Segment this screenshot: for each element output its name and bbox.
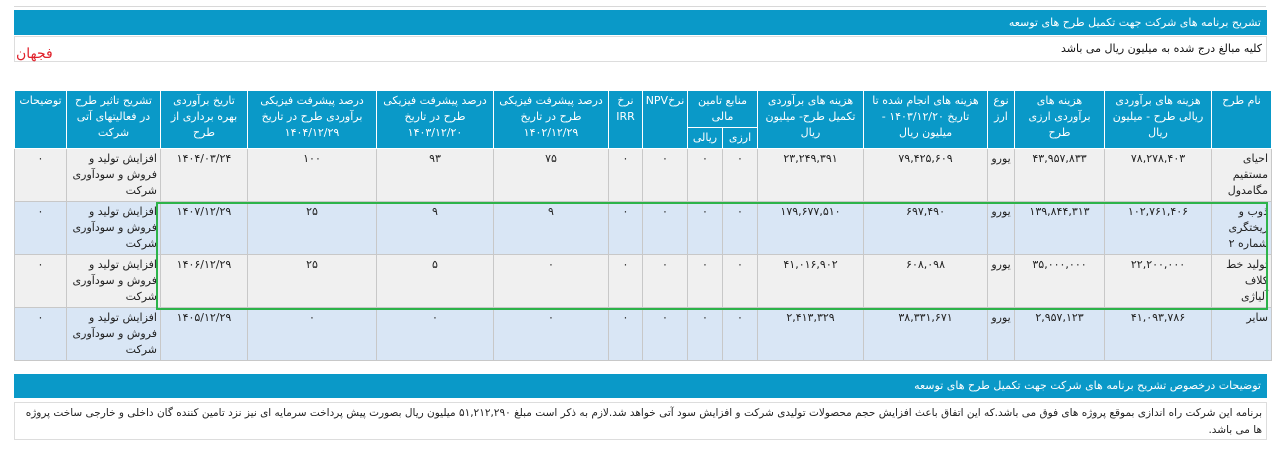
header-effect: تشریح تاثیر طرح در فعالیتهای آتی شرکت (67, 91, 161, 149)
cell-spent: ۶۹۷,۴۹۰ (864, 202, 988, 255)
header-remarks: توضیحات (15, 91, 67, 149)
cell-name: ذوب و ریختگری شماره ۲ (1212, 202, 1272, 255)
cell-spent: ۶۰۸,۰۹۸ (864, 255, 988, 308)
cell-rial-cost: ۲۲,۲۰۰,۰۰۰ (1105, 255, 1212, 308)
cell-name: احیای مستقیم مگامدول (1212, 149, 1272, 202)
cell-irr: ۰ (609, 308, 643, 361)
cell-irr: ۰ (609, 149, 643, 202)
cell-irr: ۰ (609, 255, 643, 308)
cell-effect: افزایش تولید و فروش و سودآوری شرکت (67, 149, 161, 202)
cell-operation-date: ۱۴۰۷/۱۲/۲۹ (161, 202, 248, 255)
header-progress-1404: درصد پیشرفت فیزیکی برآوردی طرح در تاریخ ۱۴۰۴/۱۲/۲۹ (248, 91, 377, 149)
header-spent: هزینه های انجام شده تا تاریخ ۱۴۰۳/۱۲/۲۰ - میلیون ریال (864, 91, 988, 149)
cell-fx-cost: ۳۵,۰۰۰,۰۰۰ (1015, 255, 1105, 308)
header-funding: منابع تامین مالی (688, 91, 758, 128)
cell-fx-cost: ۱۳۹,۸۴۴,۳۱۳ (1015, 202, 1105, 255)
cell-npv: ۰ (643, 308, 688, 361)
description-text: برنامه این شرکت راه اندازی بموقع پروژه های فوق می باشد.که این اتفاق باعث افزایش حجم محصولات تولیدی شرکت و افزایش سود آتی خواهد شد.لازم به ذکر است مبلغ ۵۱,۲۱۲,۲۹۰ میلیون ریال بصورت پیش پرداخت سرمایه ای نیز نزد تامین کننده گان داخلی و خارجی ساخت پروژه ها می باشد. (14, 402, 1267, 440)
cell-operation-date: ۱۴۰۶/۱۲/۲۹ (161, 255, 248, 308)
cell-progress-1402: ۰ (494, 255, 609, 308)
cell-progress-1402: ۰ (494, 308, 609, 361)
cell-npv: ۰ (643, 202, 688, 255)
cell-progress-1404: ۲۵ (248, 202, 377, 255)
cell-funding-fx: ۰ (723, 149, 758, 202)
cell-rial-cost: ۷۸,۲۷۸,۴۰۳ (1105, 149, 1212, 202)
cell-remarks: ۰ (15, 255, 67, 308)
cell-progress-1403: ۰ (377, 308, 494, 361)
table-row (15, 149, 1272, 202)
header-name: نام طرح (1212, 91, 1272, 149)
cell-remarks: ۰ (15, 149, 67, 202)
development-plans-table (14, 90, 1272, 361)
cell-remaining: ۲,۴۱۳,۳۲۹ (758, 308, 864, 361)
cell-fx-cost: ۴۳,۹۵۷,۸۳۳ (1015, 149, 1105, 202)
cell-funding-fx: ۰ (723, 255, 758, 308)
cell-effect: افزایش تولید و فروش و سودآوری شرکت (67, 202, 161, 255)
cell-progress-1404: ۰ (248, 308, 377, 361)
cell-currency: یورو (988, 255, 1015, 308)
cell-funding-rial: ۰ (688, 149, 723, 202)
cell-funding-fx: ۰ (723, 202, 758, 255)
cell-currency: یورو (988, 308, 1015, 361)
cell-remarks: ۰ (15, 202, 67, 255)
header-operation-date: تاریخ برآوردی بهره برداری از طرح (161, 91, 248, 149)
cell-remaining: ۲۳,۲۴۹,۳۹۱ (758, 149, 864, 202)
cell-fx-cost: ۲,۹۵۷,۱۲۳ (1015, 308, 1105, 361)
cell-currency: یورو (988, 202, 1015, 255)
table-row (15, 202, 1272, 255)
cell-npv: ۰ (643, 255, 688, 308)
cell-progress-1403: ۹۳ (377, 149, 494, 202)
header-funding-rial: ریالی (688, 128, 723, 149)
table-row (15, 255, 1272, 308)
cell-progress-1403: ۹ (377, 202, 494, 255)
cell-spent: ۳۸,۳۳۱,۶۷۱ (864, 308, 988, 361)
header-fx-cost: هزینه های برآوردی ارزی طرح (1015, 91, 1105, 149)
header-rial-cost: هزینه های برآوردی ریالی طرح - میلیون ریال (1105, 91, 1212, 149)
cell-operation-date: ۱۴۰۴/۰۳/۲۴ (161, 149, 248, 202)
header-funding-fx: ارزی (723, 128, 758, 149)
cell-progress-1403: ۵ (377, 255, 494, 308)
top-divider (14, 0, 1266, 7)
cell-irr: ۰ (609, 202, 643, 255)
cell-rial-cost: ۱۰۲,۷۶۱,۴۰۶ (1105, 202, 1212, 255)
cell-name: تولید خط کلاف آلیاژی (1212, 255, 1272, 308)
cell-rial-cost: ۴۱,۰۹۳,۷۸۶ (1105, 308, 1212, 361)
cell-funding-rial: ۰ (688, 255, 723, 308)
company-logo: فجهان (16, 46, 53, 62)
cell-operation-date: ۱۴۰۵/۱۲/۲۹ (161, 308, 248, 361)
header-irr: نرخ IRR (609, 91, 643, 149)
cell-funding-fx: ۰ (723, 308, 758, 361)
cell-progress-1404: ۲۵ (248, 255, 377, 308)
cell-remaining: ۱۷۹,۶۷۷,۵۱۰ (758, 202, 864, 255)
amount-unit-note: کلیه مبالغ درج شده به میلیون ریال می باشد (14, 36, 1267, 62)
cell-npv: ۰ (643, 149, 688, 202)
cell-effect: افزایش تولید و فروش و سودآوری شرکت (67, 308, 161, 361)
cell-remaining: ۴۱,۰۱۶,۹۰۲ (758, 255, 864, 308)
header-npv: نرخNPV (643, 91, 688, 149)
header-remaining: هزینه های برآوردی تکمیل طرح- میلیون ریال (758, 91, 864, 149)
cell-currency: یورو (988, 149, 1015, 202)
section-title-bar: تشریح برنامه های شرکت جهت تکمیل طرح های توسعه (14, 10, 1267, 35)
header-currency-type: نوع ارز (988, 91, 1015, 149)
table-row (15, 308, 1272, 361)
cell-effect: افزایش تولید و فروش و سودآوری شرکت (67, 255, 161, 308)
cell-progress-1402: ۹ (494, 202, 609, 255)
cell-progress-1404: ۱۰۰ (248, 149, 377, 202)
cell-progress-1402: ۷۵ (494, 149, 609, 202)
cell-spent: ۷۹,۴۲۵,۶۰۹ (864, 149, 988, 202)
cell-name: سایر (1212, 308, 1272, 361)
cell-funding-rial: ۰ (688, 308, 723, 361)
description-title-bar: توضیحات درخصوص تشریح برنامه های شرکت جهت تکمیل طرح های توسعه (14, 374, 1267, 398)
cell-remarks: ۰ (15, 308, 67, 361)
header-progress-1402: درصد پیشرفت فیزیکی طرح در تاریخ ۱۴۰۲/۱۲/۲۹ (494, 91, 609, 149)
header-progress-1403: درصد پیشرفت فیزیکی طرح در تاریخ ۱۴۰۳/۱۲/۲۰ (377, 91, 494, 149)
cell-funding-rial: ۰ (688, 202, 723, 255)
